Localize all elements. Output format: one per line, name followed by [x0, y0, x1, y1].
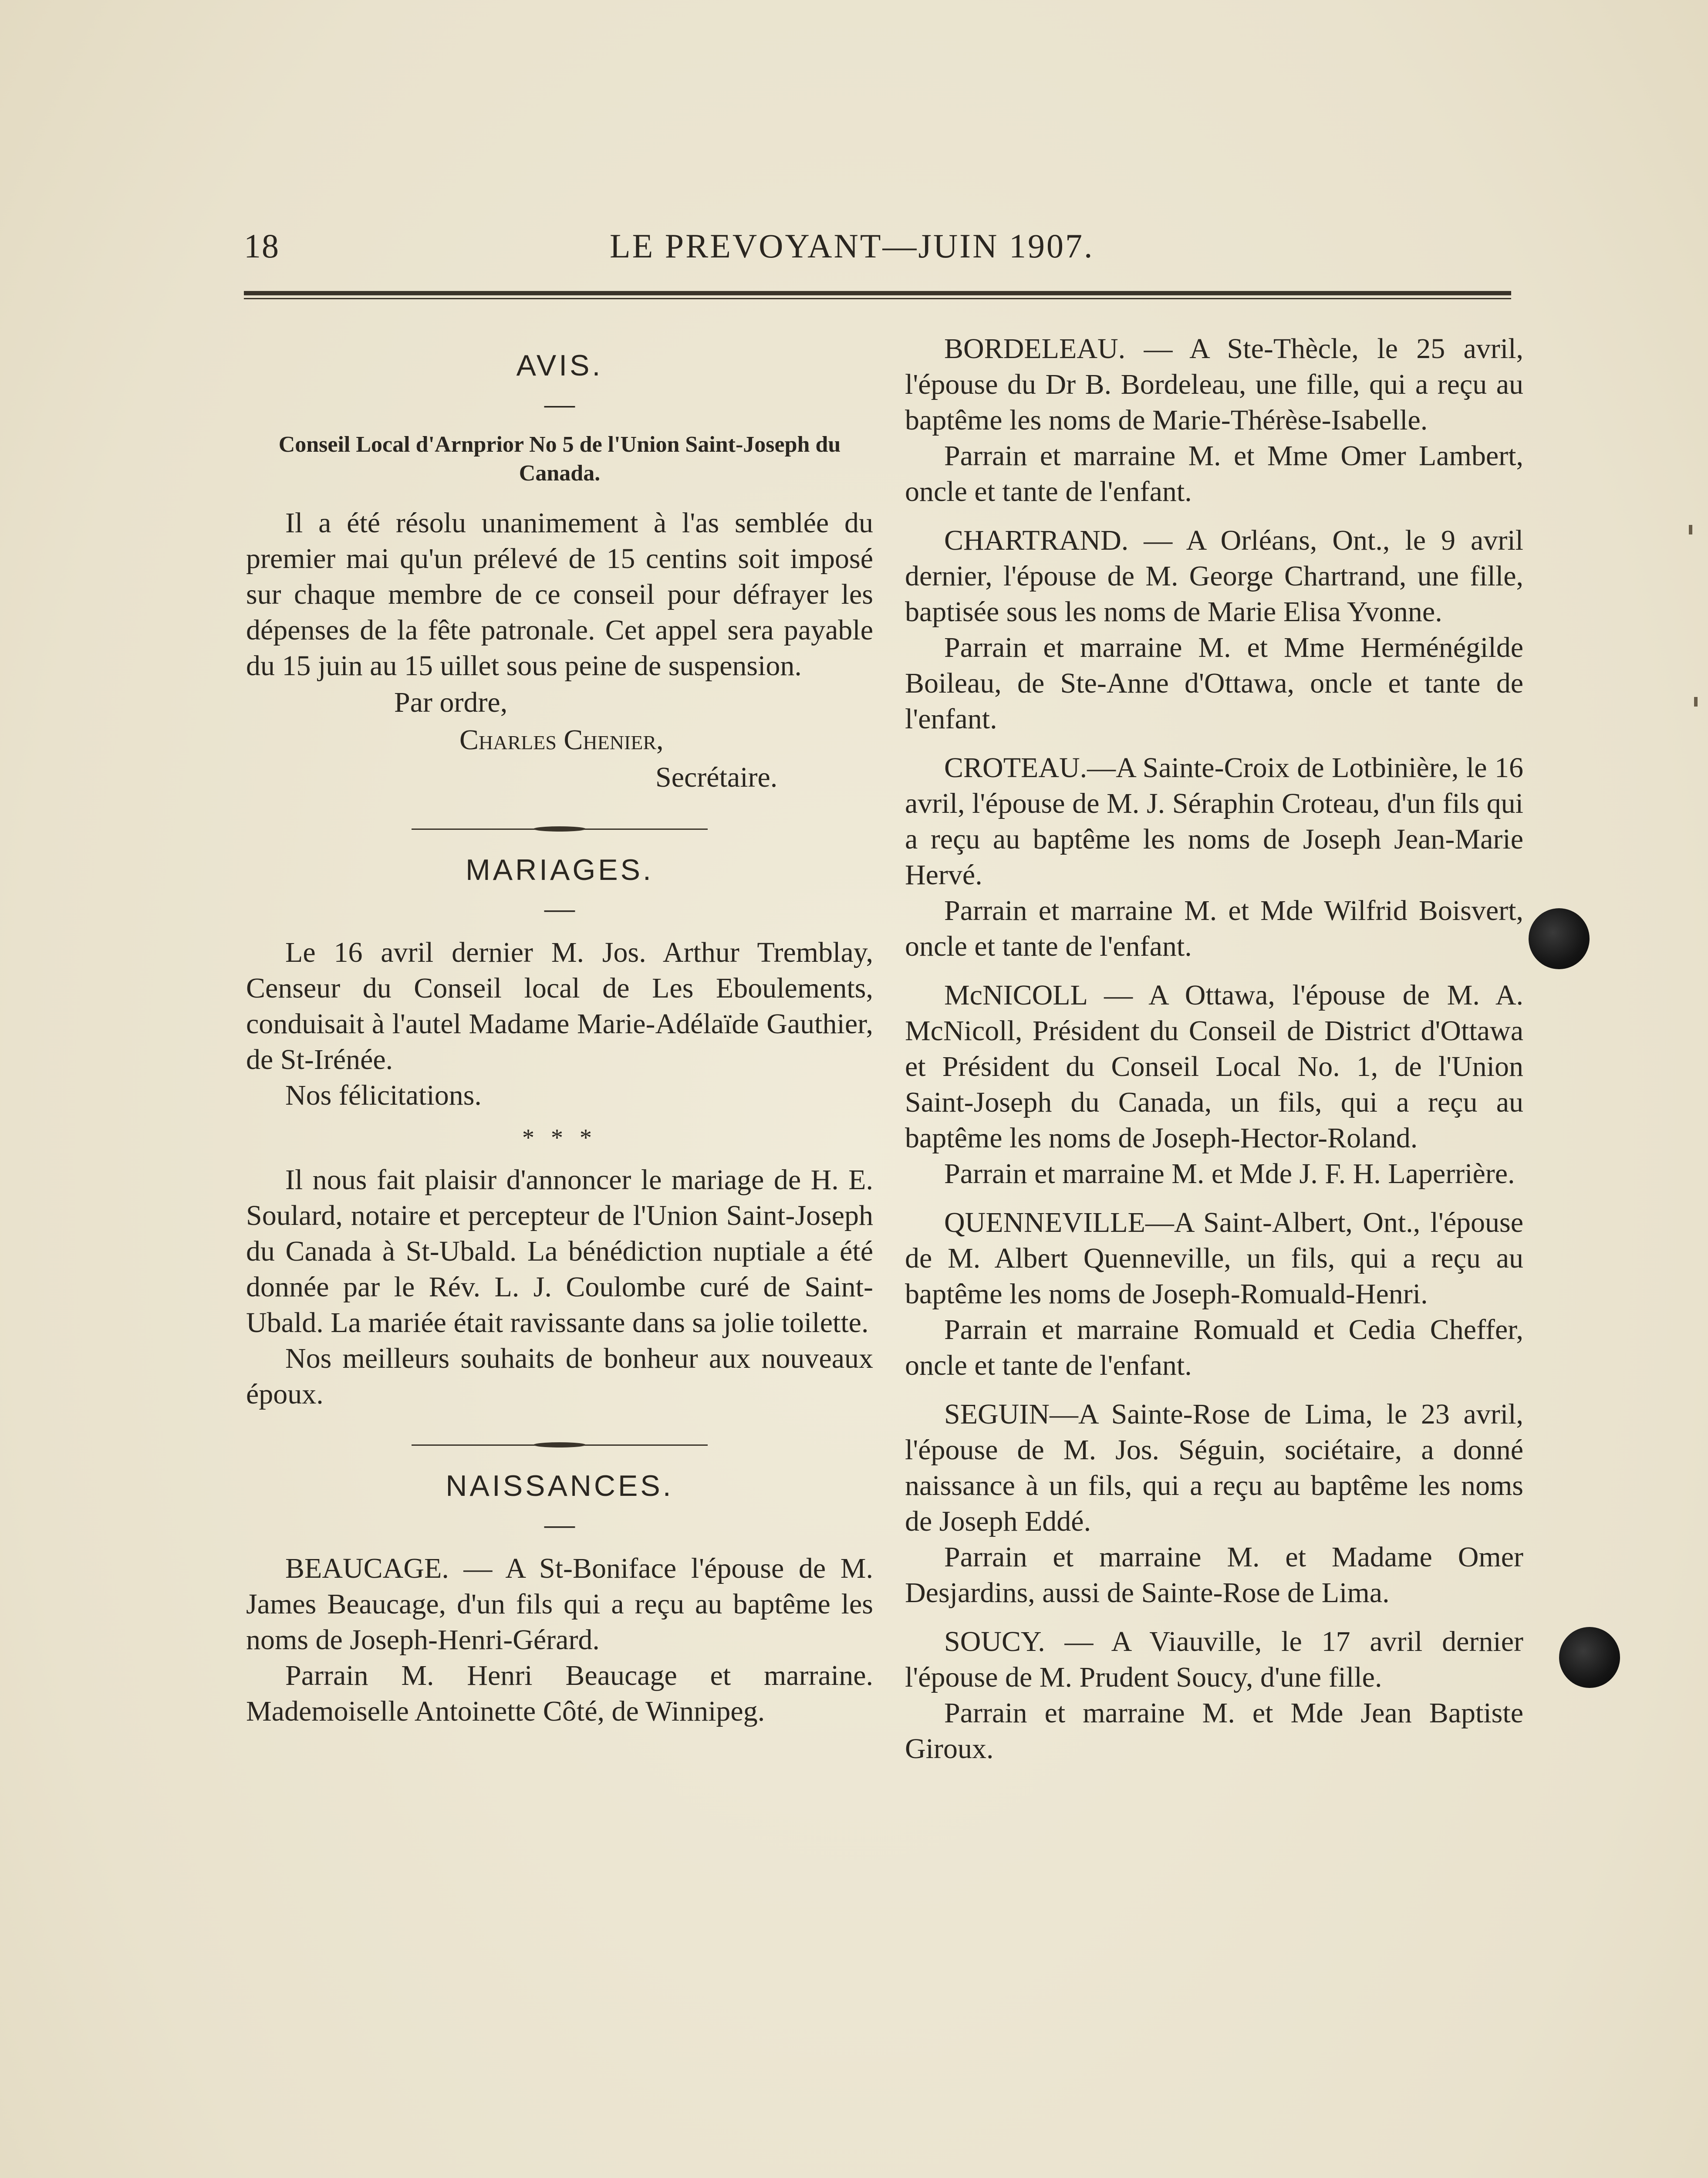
- mariages-paragraph: Le 16 avril dernier M. Jos. Arthur Tremblay, Censeur du Conseil local de Les Eboulements, conduisait à l'autel Madame Marie-Adélaïde Gauthier, de St-Irénée.: [246, 937, 873, 1075]
- birth-announcement: BORDELEAU. — A Ste-Thècle, le 25 avril, l'épouse du Dr B. Bordeleau, une fille, qui a reçu au baptême les noms de Marie-Thérèse-Isabelle.: [905, 333, 1523, 436]
- mariages-dash: —: [544, 892, 575, 925]
- mariages-section: [246, 853, 873, 1412]
- birth-announcement: QUENNEVILLE—A Saint-Albert, Ont., l'épouse de M. Albert Quenneville, un fils, qui a reçu au baptême les noms de Joseph-Romuald-Henri.: [905, 1207, 1523, 1310]
- asterism: * * *: [522, 1124, 597, 1151]
- birth-entry: [905, 331, 1523, 510]
- birth-entry: [905, 1397, 1523, 1611]
- mariages-paragraph: Nos meilleurs souhaits de bonheur aux nouveaux époux.: [246, 1343, 873, 1410]
- birth-entry: [905, 1205, 1523, 1383]
- birth-announcement: BEAUCAGE. — A St-Boniface l'épouse de M. James Beaucage, d'un fils qui a reçu au baptême les noms de Joseph-Henri-Gérard.: [246, 1552, 873, 1656]
- birth-entry: [905, 750, 1523, 964]
- avis-sign-order: Par ordre,: [394, 687, 508, 718]
- birth-announcement: CHARTRAND. — A Orléans, Ont., le 9 avril dernier, l'épouse de M. George Chartrand, une fille, baptisée sous les noms de Marie Elisa Yvonne.: [905, 524, 1523, 628]
- naissances-dash: —: [544, 1508, 575, 1541]
- naissances-section: [246, 1469, 873, 1729]
- naissances-title: NAISSANCES.: [446, 1469, 674, 1502]
- birth-godparents: Parrain M. Henri Beaucage et marraine. Mademoiselle Antoinette Côté, de Winnipeg.: [246, 1660, 873, 1727]
- binding-hole: [1529, 908, 1590, 969]
- birth-godparents: Parrain et marraine M. et Mde J. F. H. Laperrière.: [944, 1158, 1515, 1190]
- avis-dash: —: [544, 387, 575, 421]
- birth-entry: [246, 1551, 873, 1729]
- birth-godparents: Parrain et marraine M. et Mde Jean Baptiste Giroux.: [905, 1697, 1523, 1765]
- mariages-paragraph: Nos félicitations.: [285, 1079, 482, 1111]
- section-divider: [412, 1438, 708, 1451]
- birth-announcement: CROTEAU.—A Sainte-Croix de Lotbinière, le 16 avril, l'épouse de M. J. Séraphin Croteau, d'un fils qui a reçu au baptême les noms de Joseph Jean-Marie Hervé.: [905, 752, 1523, 891]
- right-column: [905, 331, 1523, 1780]
- avis-section: [246, 348, 873, 796]
- birth-godparents: Parrain et marraine Romuald et Cedia Cheffer, oncle et tante de l'enfant.: [905, 1314, 1523, 1381]
- mariages-paragraph: Il nous fait plaisir d'annoncer le mariage de H. E. Soulard, notaire et percepteur de l'Union Saint-Joseph du Canada à St-Ubald. La bénédiction nuptiale a été donnée par le Rév. L. J. Coulombe curé de Saint-Ubald. La mariée était ravissante dans sa jolie toilette.: [246, 1164, 873, 1339]
- page-header: [235, 218, 1511, 279]
- birth-entry: [905, 1624, 1523, 1767]
- header-rule: [244, 291, 1511, 299]
- avis-sign-name: Charles Chenier,: [459, 724, 664, 756]
- birth-announcement: SOUCY. — A Viauville, le 17 avril dernier l'épouse de M. Prudent Soucy, d'une fille.: [905, 1626, 1523, 1693]
- birth-godparents: Parrain et marraine M. et Mde Wilfrid Boisvert, oncle et tante de l'enfant.: [905, 895, 1523, 962]
- paper-mark: [1689, 525, 1692, 534]
- birth-godparents: Parrain et marraine M. et Mme Herménégilde Boileau, de Ste-Anne d'Ottawa, oncle et tante de l'enfant.: [905, 632, 1523, 735]
- birth-announcement: McNICOLL — A Ottawa, l'épouse de M. A. McNicoll, Président du Conseil de District d'Ottawa et Président du Conseil Local No. 1, de l'Union Saint-Joseph du Canada, un fils, qui a reçu au baptême les noms de Joseph-Hector-Roland.: [905, 979, 1523, 1154]
- page-number: 18: [244, 227, 280, 265]
- birth-entry: [905, 523, 1523, 737]
- avis-sign-role: Secrétaire.: [655, 761, 778, 793]
- paper-mark: [1694, 697, 1698, 707]
- birth-godparents: Parrain et marraine M. et Mme Omer Lambert, oncle et tante de l'enfant.: [905, 440, 1523, 507]
- avis-subhead: Conseil Local d'Arnprior No 5 de l'Union Saint-Joseph du Canada.: [278, 432, 841, 486]
- birth-godparents: Parrain et marraine M. et Madame Omer Desjardins, aussi de Sainte-Rose de Lima.: [905, 1541, 1523, 1609]
- birth-entry: [905, 977, 1523, 1192]
- mariages-title: MARIAGES.: [466, 853, 654, 886]
- avis-body: Il a été résolu unanimement à l'as semblée du premier mai qu'un prélevé de 15 centins soit imposé sur chaque membre de ce conseil pour défrayer les dépenses de la fête patronale. Cet appel sera payable du 15 juin au 15 uillet sous peine de suspension.: [246, 507, 873, 682]
- running-title: LE PREVOYANT—JUIN 1907.: [610, 227, 1094, 265]
- avis-title: AVIS.: [516, 349, 603, 382]
- birth-announcement: SEGUIN—A Sainte-Rose de Lima, le 23 avril, l'épouse de M. Jos. Séguin, sociétaire, a donné naissance à un fils, qui a reçu au baptême les noms de Joseph Eddé.: [905, 1398, 1523, 1537]
- binding-hole: [1559, 1627, 1620, 1688]
- section-divider: [412, 822, 708, 835]
- left-column: [246, 331, 873, 1742]
